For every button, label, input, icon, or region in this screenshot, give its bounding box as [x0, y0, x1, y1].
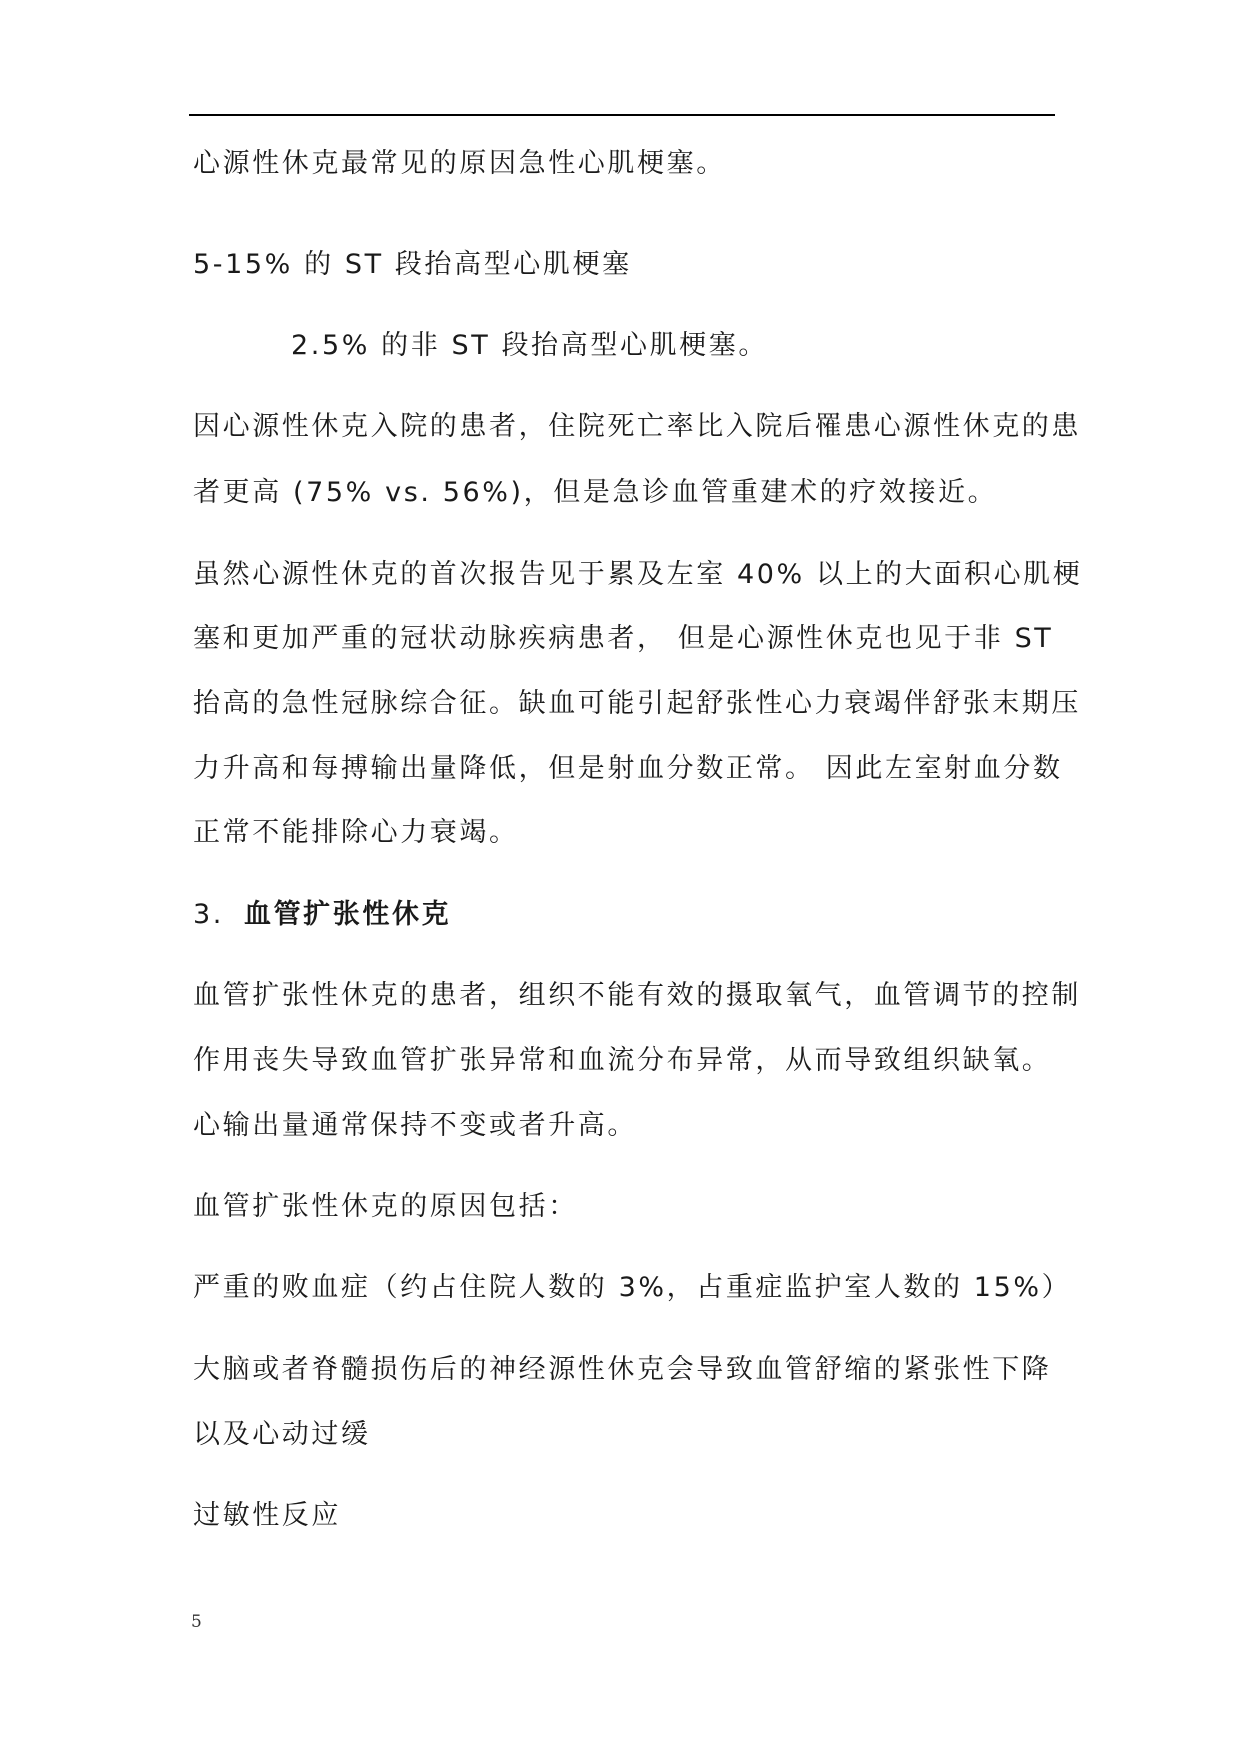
section-title: 血管扩张性休克: [243, 899, 452, 930]
section-number: 3.: [193, 899, 224, 930]
body-line: 血管扩张性休克的原因包括：: [193, 1191, 578, 1222]
body-line: 者更高 (75% vs. 56%)，但是急诊血管重建术的疗效接近。: [193, 477, 998, 508]
body-line: 力升高和每搏输出量降低，但是射血分数正常。 因此左室射血分数: [193, 753, 1063, 784]
body-line: 因心源性休克入院的患者，住院死亡率比入院后罹患心源性休克的患: [193, 411, 1081, 442]
page-number: 5: [191, 1612, 202, 1632]
body-line: 2.5% 的非 ST 段抬高型心肌梗塞。: [291, 330, 768, 361]
body-line: 正常不能排除心力衰竭。: [193, 817, 519, 848]
body-line: 严重的败血症（约占住院人数的 3%，占重症监护室人数的 15%）: [193, 1272, 1072, 1303]
body-line: 作用丧失导致血管扩张异常和血流分布异常，从而导致组织缺氧。: [193, 1045, 1052, 1076]
body-line: 大脑或者脊髓损伤后的神经源性休克会导致血管舒缩的紧张性下降: [193, 1354, 1052, 1385]
body-line: 虽然心源性休克的首次报告见于累及左室 40% 以上的大面积心肌梗: [193, 559, 1083, 590]
body-line: 过敏性反应: [193, 1500, 341, 1531]
body-line: 以及心动过缓: [193, 1419, 371, 1450]
body-line: 心输出量通常保持不变或者升高。: [193, 1110, 637, 1141]
header-rule: [189, 114, 1055, 116]
body-line: 5-15% 的 ST 段抬高型心肌梗塞: [193, 249, 632, 280]
body-line: 血管扩张性休克的患者，组织不能有效的摄取氧气，血管调节的控制: [193, 980, 1081, 1011]
body-line: 塞和更加严重的冠状动脉疾病患者， 但是心源性休克也见于非 ST: [193, 623, 1054, 654]
body-line: 心源性休克最常见的原因急性心肌梗塞。: [193, 148, 726, 179]
body-line: 抬高的急性冠脉综合征。缺血可能引起舒张性心力衰竭伴舒张末期压: [193, 688, 1081, 719]
section-heading: [193, 897, 451, 933]
